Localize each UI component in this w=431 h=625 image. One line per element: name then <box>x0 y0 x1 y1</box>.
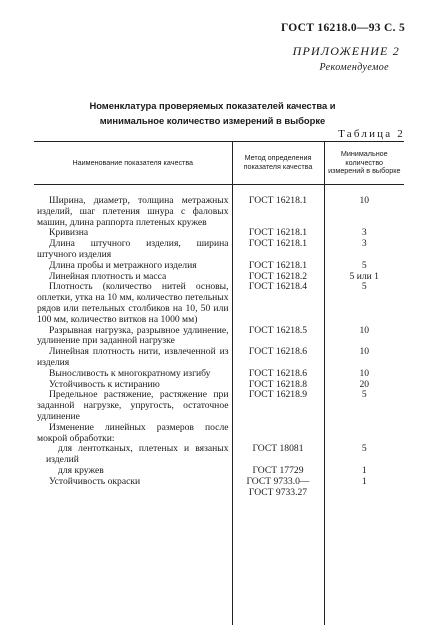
header-indicator-name: Наименование показателя качества <box>34 142 232 185</box>
min-measurements: 5 <box>324 390 404 422</box>
min-measurements <box>324 423 404 445</box>
table-row <box>34 477 404 625</box>
indicator-name: Линейная плотность нити, извлеченной из изделия <box>37 346 229 368</box>
method-standard: ГОСТ 16218.9 <box>232 390 324 422</box>
table-label: Таблица 2 <box>338 128 405 140</box>
indicator-name: Устойчивость окраски <box>49 475 141 487</box>
table-row <box>34 390 404 422</box>
table-row <box>34 185 404 229</box>
method-standard <box>232 423 324 445</box>
indicator-name: для лентотканых, плетеных и вязаных изделий <box>46 443 229 466</box>
method-standard: ГОСТ 16218.1 <box>232 185 324 229</box>
method-standard: ГОСТ 16218.6 <box>232 369 324 380</box>
method-standard: ГОСТ 16218.8 <box>232 380 324 391</box>
method-standard: ГОСТ 16218.1 <box>232 261 324 272</box>
table-title <box>60 98 365 128</box>
min-measurements: 1 <box>324 477 404 625</box>
method-standard: ГОСТ 17729 <box>232 466 324 477</box>
min-measurements: 10 <box>324 347 404 369</box>
indicator-name: Длина штучного изделия, ширина штучного изделия <box>37 238 229 260</box>
min-measurements: 10 <box>324 369 404 380</box>
min-measurements: 3 <box>324 228 404 239</box>
indicator-name: Линейная плотность и масса <box>49 270 167 282</box>
table-title-line1: Номенклатура проверяемых показателей качества и <box>89 100 336 111</box>
indicator-name: Устойчивость к истиранию <box>49 378 160 390</box>
min-measurements: 5 или 1 <box>324 272 404 283</box>
table-row <box>34 326 404 348</box>
min-measurements: 5 <box>324 444 404 466</box>
indicator-name: Кривизна <box>49 227 89 239</box>
table-row <box>34 261 404 272</box>
indicator-name: Изменение линейных размеров после мокрой обработки: <box>37 421 229 444</box>
document-code: ГОСТ 16218.0—93 С. 5 <box>280 22 405 34</box>
min-measurements: 20 <box>324 380 404 391</box>
min-measurements: 3 <box>324 239 404 261</box>
method-standard: ГОСТ 16218.5 <box>232 326 324 348</box>
table-row <box>34 347 404 369</box>
quality-indicators-table <box>34 141 404 625</box>
indicator-name: Разрывная нагрузка, разрывное удлинение, удлинение при заданной нагрузке <box>37 324 229 347</box>
indicator-name: Длина пробы и метражного изделия <box>49 259 197 271</box>
method-standard: ГОСТ 9733.0— ГОСТ 9733.27 <box>232 477 324 625</box>
method-standard: ГОСТ 18081 <box>232 444 324 466</box>
appendix-title: ПРИЛОЖЕНИЕ 2 <box>292 44 400 58</box>
method-standard: ГОСТ 16218.2 <box>232 272 324 283</box>
table-row <box>34 239 404 261</box>
table-row <box>34 282 404 325</box>
table-header-row <box>34 142 404 185</box>
method-standard: ГОСТ 16218.1 <box>232 239 324 261</box>
min-measurements: 10 <box>324 326 404 348</box>
table-body <box>34 185 404 625</box>
indicator-name: Плотность (количество нитей основы, оплетки, утка на 10 мм, количество петельных рядов или петельных столбиков на 10, 50 или 100 мм, количество витков на 1000 мм) <box>37 281 229 325</box>
table-row <box>34 369 404 380</box>
method-standard: ГОСТ 16218.1 <box>232 228 324 239</box>
min-measurements: 10 <box>324 185 404 229</box>
table-title-line2: минимальное количество измерений в выборке <box>99 115 326 126</box>
indicator-name: Ширина, диаметр, толщина метражных изделий, шаг плетения шнура с фаловых машин, длина раппорта плетеных кружев <box>37 195 229 228</box>
appendix-note: Рекомендуемое <box>319 62 389 73</box>
header-method: Метод определения показателя качества <box>232 142 324 185</box>
method-standard: ГОСТ 16218.6 <box>232 347 324 369</box>
table-row <box>34 444 404 466</box>
indicator-name: Предельное растяжение, растяжение при заданной нагрузке, упругость, остаточное удлинение <box>37 389 229 422</box>
min-measurements: 5 <box>324 282 404 325</box>
min-measurements: 1 <box>324 466 404 477</box>
method-standard: ГОСТ 16218.4 <box>232 282 324 325</box>
min-measurements: 5 <box>324 261 404 272</box>
header-min-count: Минимальное количество измерений в выборке <box>324 142 404 185</box>
indicator-name: Выносливость к многократному изгибу <box>49 367 211 379</box>
indicator-name: для кружев <box>58 464 104 476</box>
table-row <box>34 423 404 445</box>
